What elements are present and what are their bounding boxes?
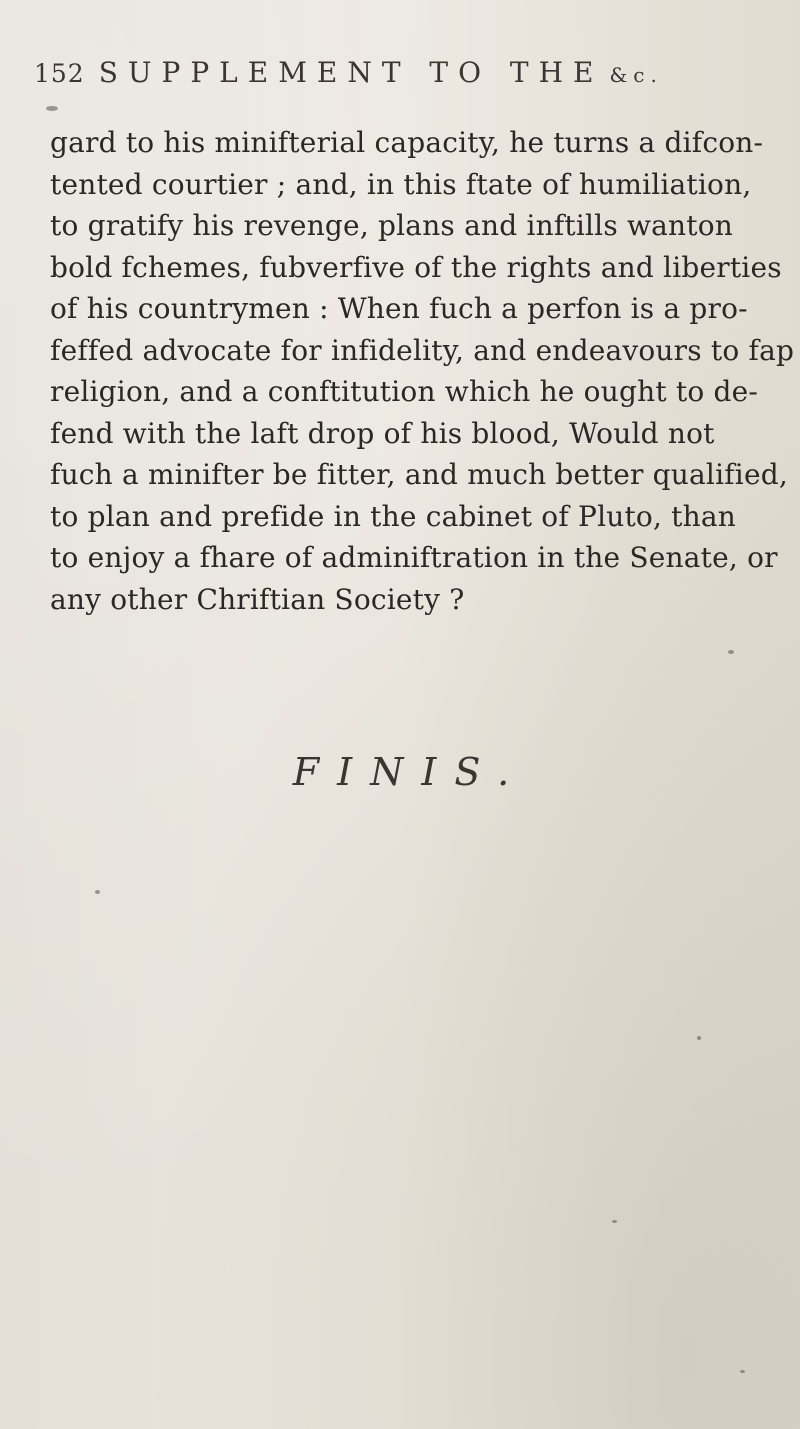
text-line: any other Chriftian Society ? bbox=[50, 582, 465, 616]
text-line: bold fchemes, fubverfive of the rights and liberties bbox=[50, 250, 782, 284]
finis: FINIS. bbox=[292, 750, 528, 794]
text-line: religion, and a conftitution which he ought to de- bbox=[50, 375, 759, 408]
text-line: to gratify his revenge, plans and inftills wanton bbox=[50, 209, 734, 242]
text-line: to enjoy a fhare of adminiftration in the Senate, or bbox=[50, 541, 778, 574]
running-head bbox=[34, 56, 774, 96]
paper-speck bbox=[697, 1036, 701, 1040]
text-line: of his countrymen : When fuch a perfon is a pro- bbox=[50, 292, 748, 325]
paper-speck bbox=[612, 1220, 617, 1223]
running-title-suffix: &c. bbox=[609, 63, 663, 87]
text-line: gard to his minifterial capacity, he turns a difcon- bbox=[50, 126, 764, 159]
paper-speck bbox=[95, 890, 100, 894]
text-line: fend with the laft drop of his blood, Would not bbox=[50, 416, 715, 450]
paper-speck bbox=[46, 106, 58, 111]
running-title-text: SUPPLEMENT TO THE bbox=[98, 56, 604, 89]
body-text bbox=[50, 122, 795, 620]
text-line: fuch a minifter be fitter, and much better qualified, bbox=[50, 458, 788, 491]
running-title bbox=[99, 56, 663, 89]
paper-speck bbox=[740, 1370, 745, 1373]
text-line: tented courtier ; and, in this ftate of humiliation, bbox=[50, 167, 752, 201]
paper-speck bbox=[728, 650, 734, 654]
text-line: feffed advocate for infidelity, and endeavours to fap bbox=[50, 333, 795, 367]
page-number: 152 bbox=[34, 59, 85, 88]
text-line: to plan and prefide in the cabinet of Pluto, than bbox=[50, 499, 736, 533]
